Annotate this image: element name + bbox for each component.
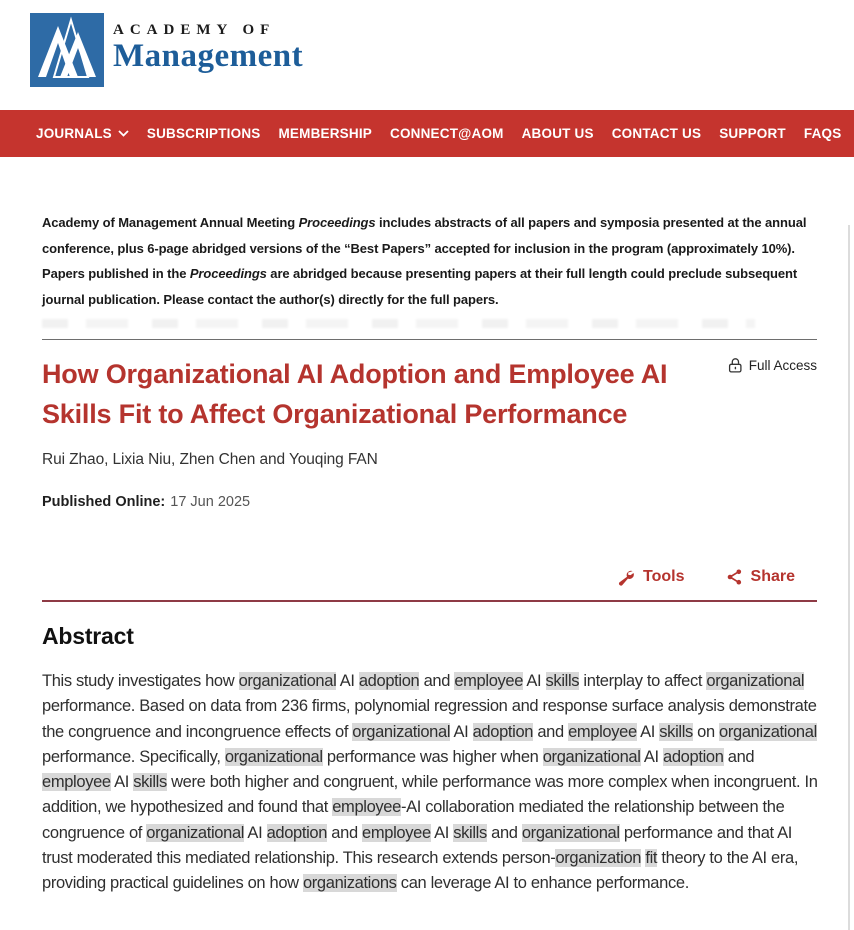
highlighted-term: skills	[453, 823, 487, 842]
highlighted-term: organizational	[719, 722, 817, 741]
nav-item-label: ABOUT US	[521, 126, 594, 141]
highlighted-term: organizational	[238, 672, 337, 690]
share-label: Share	[750, 568, 795, 585]
highlighted-term: adoption	[663, 747, 724, 766]
nav-item-label: FAQS	[803, 126, 842, 141]
highlighted-term: employee	[332, 798, 401, 817]
highlighted-term: organizations	[302, 874, 397, 893]
nav-item-connect-aom[interactable]	[390, 122, 504, 145]
article-main	[0, 210, 854, 897]
highlighted-term: adoption	[266, 823, 328, 842]
highlighted-term: employee	[362, 823, 431, 842]
highlighted-term: adoption	[358, 672, 420, 690]
highlighted-term: organizational	[521, 823, 620, 842]
highlighted-term: employee	[568, 722, 637, 741]
nav-item-label: JOURNALS	[36, 126, 112, 141]
nav-item-faqs[interactable]	[804, 122, 842, 145]
chevron-down-icon	[118, 130, 129, 137]
wrench-icon	[617, 569, 634, 586]
highlighted-term: adoption	[472, 722, 534, 741]
nav-item-journals[interactable]	[36, 122, 129, 145]
share-button[interactable]	[727, 568, 795, 586]
nav-item-label: SUBSCRIPTIONS	[146, 126, 261, 141]
primary-nav	[0, 110, 854, 157]
tools-label: Tools	[643, 568, 685, 585]
share-icon	[727, 569, 742, 585]
title-row	[42, 354, 817, 434]
full-access-label: Full Access	[748, 357, 817, 373]
nav-item-label: SUPPORT	[719, 126, 786, 141]
nav-item-label: CONNECT@AOM	[390, 126, 504, 141]
aom-logo-text	[113, 13, 303, 87]
tools-button[interactable]	[617, 568, 684, 586]
highlighted-term: employee	[454, 672, 524, 690]
open-lock-icon	[728, 357, 743, 373]
nav-item-subscriptions[interactable]	[147, 122, 261, 145]
scrollbar[interactable]	[848, 225, 850, 930]
highlighted-term: organization	[555, 849, 642, 868]
section-divider	[42, 600, 817, 602]
highlighted-term: organizational	[706, 672, 805, 690]
nav-item-contact-us[interactable]	[612, 122, 702, 145]
article-toolbar	[42, 568, 817, 586]
highlighted-term: skills	[133, 773, 167, 792]
proceedings-notice: Academy of Management Annual Meeting Proceedings includes abstracts of all papers and symposia presented at the annual conference, plus 6-page abridged versions of the “Best Papers” accepted for inclusion in the program (approximately 10%). Papers published in the Proceedings are abridged because presenting papers at their full length could preclude subsequent journal publication. Please contact the author(s) directly for the full papers.	[42, 215, 807, 307]
highlighted-term: fit	[645, 849, 658, 868]
aom-logo-icon	[30, 13, 104, 87]
highlighted-term: organizational	[146, 823, 245, 842]
highlighted-term: organizational	[542, 747, 641, 766]
highlighted-term: employee	[42, 773, 111, 792]
authors-line[interactable]: Rui Zhao, Lixia Niu, Zhen Chen and Youqing FAN	[42, 451, 378, 468]
aom-logo-link[interactable]	[30, 13, 303, 87]
highlighted-term: organizational	[352, 722, 451, 741]
title-divider	[42, 339, 817, 340]
logo-management: Management	[113, 38, 304, 74]
nav-item-label: CONTACT US	[611, 126, 702, 141]
published-date: 17 Jun 2025	[170, 494, 251, 510]
article-title: How Organizational AI Adoption and Employee AI Skills Fit to Affect Organizational Performance	[42, 359, 668, 429]
nav-item-label: MEMBERSHIP	[278, 126, 372, 141]
nav-item-support[interactable]	[719, 122, 786, 145]
logo-academy-of: ACADEMY OF	[113, 22, 276, 38]
highlighted-term: organizational	[224, 747, 323, 766]
abstract-text: This study investigates how organizational AI adoption and employee AI skills interplay to affect organizational performance. Based on data from 236 firms, polynomial regression and response surface analysis demonstrate the congruence and incongruence effects of organizational AI adoption and employee AI skills on organizational performance. Specifically, organizational performance was higher when organizational AI adoption and employee AI skills were both higher and congruent, while performance was more complex when incongruent. In addition, we hypothesized and found that employee-AI collaboration mediated the relationship between the congruence of organizational AI adoption and employee AI skills and organizational performance and that AI trust moderated this mediated relationship. This research extends person-organization fit theory to the AI era, providing practical guidelines on how organizations can leverage AI to enhance performance.	[42, 672, 818, 893]
highlighted-term: skills	[659, 722, 693, 741]
nav-item-membership[interactable]	[278, 122, 372, 145]
nav-item-about-us[interactable]	[522, 122, 594, 145]
faded-text-line	[42, 319, 755, 328]
published-line	[42, 494, 817, 510]
published-label: Published Online:	[42, 494, 166, 510]
full-access-badge	[728, 357, 817, 373]
site-header	[0, 0, 854, 110]
highlighted-term: skills	[545, 672, 580, 690]
abstract-heading: Abstract	[42, 623, 134, 649]
